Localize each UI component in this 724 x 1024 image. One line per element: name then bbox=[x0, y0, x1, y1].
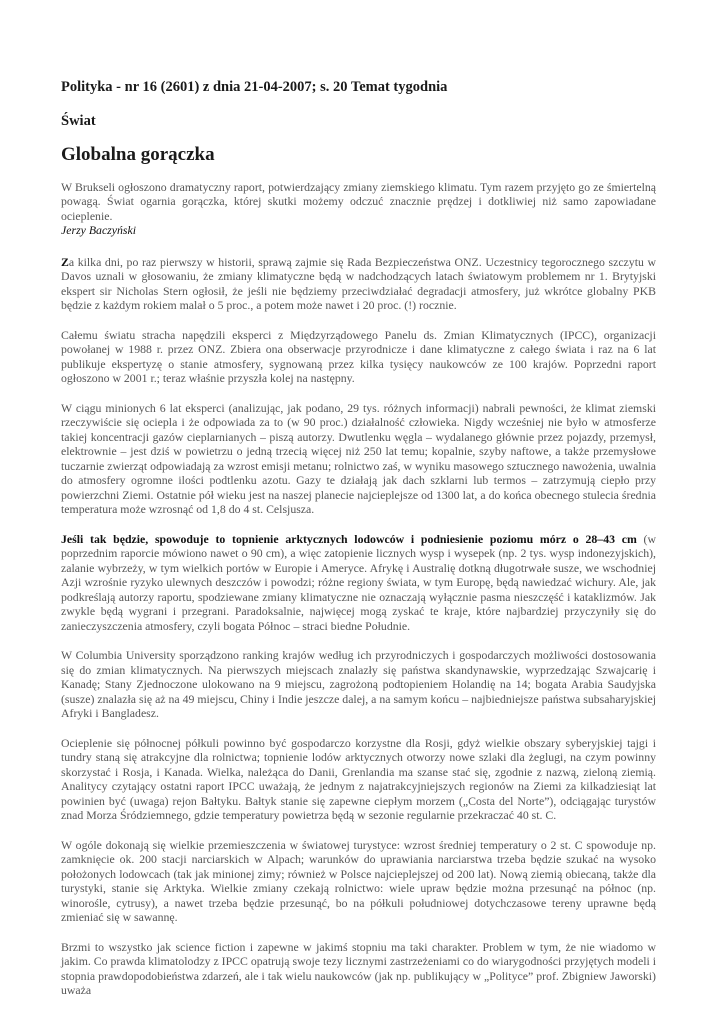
paragraph-4 bbox=[61, 532, 656, 634]
paragraph-1 bbox=[61, 255, 656, 313]
article-page bbox=[61, 78, 656, 1013]
paragraph-3: W ciągu minionych 6 lat eksperci (analizując, jak podano, 29 tys. różnych informacji) nabrali pewności, że klimat ziemski rzeczywiście się ociepla i że odpowiada za to (w 90 proc.) działalność człowieka. Nigdy wcześniej nie było w atmosferze takiej koncentracji gazów cieplarnianych – piszą autorzy. Dwutlenku węgla – wydalanego głównie przez pojazdy, przemysł, elektrownie – jest dziś w powietrzu o jedną trzecią więcej niż 250 lat temu; kopalnie, szyby naftowe, a także przemysłowe tuczarnie zwierząt odpowiadają za wzrost emisji metanu; rolnictwo zaś, w wyniku masowego sztucznego nawożenia, uwalnia do atmosfery ogromne ilości podtlenku azotu. Gazy te działają jak dach szklarni lub termos – zatrzymują ciepło przy powierzchni Ziemi. Ostatnie pół wieku jest na naszej planecie najcieplejsze od 1300 lat, a do końca obecnego stulecia średnia temperatura może wzrosnąć od 1,8 do 4 st. Celsjusza. bbox=[61, 400, 656, 517]
paragraph-5: W Columbia University sporządzono ranking krajów według ich przyrodniczych i gospodarczych możliwości dostosowania się do zmian klimatycznych. Na pierwszych miejscach znalazły się państwa skandynawskie, wyprzedzając Szwajcarię i Kanadę; Stany Zjednoczone ulokowano na 9 miejscu, zagrożoną podtopieniem Holandię na 14; bogata Arabia Saudyjska (susze) znalazła się aż na 49 miejscu, Chiny i Indie jeszcze dalej, a na samym końcu – najbiedniejsze państwa subsaharyjskiej Afryki i Bangladesz. bbox=[61, 648, 656, 721]
paragraph-text: a kilka dni, po raz pierwszy w historii, sprawą zajmie się Rada Bezpieczeństwa ONZ. Uczestnicy tegorocznego szczytu w Davos uznali w głosowaniu, że zmiany klimatyczne będą w nadchodzących latach światowym problemem nr 1. Brytyjski ekspert sir Nicholas Stern ogłosił, że jeśli nie będziemy przeciwdziałać degradacji atmosfery, już wkrótce globalny PKB będzie z każdym rokiem malał o 5 proc., a potem może nawet i 20 proc. (!) rocznie. bbox=[61, 254, 656, 313]
drop-letter: Z bbox=[61, 254, 69, 269]
paragraph-text: (w poprzednim raporcie mówiono nawet o 90 cm), a więc zatopienie licznych wysp i wysepek (np. 2 tys. wysp indonezyjskich), zalanie wybrzeży, w tym wielkich portów w Europie i Ameryce. Afrykę i Australię dotkną długotrwałe susze, we wschodniej Azji wzrośnie ryzyko ulewnych deszczów i powodzi; różne regiony świata, w tym Europę, będą nawiedzać wichury. Ale, jak podkreślają autorzy raportu, spodziewane zmiany klimatyczne nie oznaczają wyłącznie pasma nieszczęść i kataklizmów. Jak zwykle będą wygrani i przegrani. Paradoksalnie, najwięcej mogą zyskać te kraje, które najbardziej przyczyniły się do zanieczyszczenia atmosfery, czyli bogata Północ – straci biedne Południe. bbox=[61, 531, 656, 633]
paragraph-7: W ogóle dokonają się wielkie przemieszczenia w światowej turystyce: wzrost średniej temperatury o 2 st. C spowoduje np. zamknięcie ok. 200 stacji narciarskich w Alpach; warunków do uprawiania narciarstwa trzeba będzie szukać na wysoko położonych lodowcach (tak jak minionej zimy; również w Polsce najcieplejszej od 200 lat). Nową ziemią obiecaną, także dla turystyki, stanie się Arktyka. Wielkie zmiany czekają rolnictwo: wiele upraw będzie można przesunąć na północ (np. winorośle, cytrusy), a nawet trzeba będzie przesunąć, bo na półkuli południowej dotychczasowe tereny uprawne będą zmieniać się w sawannę. bbox=[61, 837, 656, 925]
article-lead: W Brukseli ogłoszono dramatyczny raport, potwierdzający zmiany ziemskiego klimatu. Tym razem przyjęto go ze śmiertelną powagą. Świat ogarnia gorączka, której skutki możemy odczuć znacznie prędzej i dotkliwiej niż samo zapowiadane ocieplenie. bbox=[61, 180, 656, 223]
paragraph-2: Całemu światu stracha napędzili eksperci z Międzyrządowego Panelu ds. Zmian Klimatycznych (IPCC), organizacji powołanej w 1988 r. przez ONZ. Zbiera ona obserwacje przyrodnicze i dane klimatyczne z całego świata i raz na 6 lat publikuje ekspertyzę o stanie atmosfery, sygnowaną przez kilka tysięcy naukowców ze 100 krajów. Poprzedni raport ogłoszono w 2001 r.; teraz właśnie przyszła kolej na następny. bbox=[61, 327, 656, 386]
paragraph-8: Brzmi to wszystko jak science fiction i zapewne w jakimś stopniu ma taki charakter. Problem w tym, że nie wiadomo w jakim. Co prawda klimatolodzy z IPCC opatrują swoje tezy licznymi zastrzeżeniami co do wiarygodności przyjętych modeli i stopnia prawdopodobieństwa zdarzeń, ale i tak wielu naukowców (jak np. publikujący w „Polityce” prof. Zbigniew Jaworski) uważa bbox=[61, 939, 656, 998]
source-line: Polityka - nr 16 (2601) z dnia 21-04-2007; s. 20 Temat tygodnia bbox=[61, 79, 448, 95]
section-label: Świat bbox=[61, 113, 96, 129]
article-author: Jerzy Baczyński bbox=[61, 223, 137, 238]
paragraph-6: Ocieplenie się północnej półkuli powinno być gospodarczo korzystne dla Rosji, gdyż wielkie obszary syberyjskiej tajgi i tundry staną się atrakcyjne dla rolnictwa; topnienie lodów arktycznych otworzy nowe szlaki dla żeglugi, na czym powinny skorzystać i Rosja, i Kanada. Wielka, należąca do Danii, Grenlandia ma szanse stać się, zgodnie z nazwą, zieloną ziemią. Analitycy czytający ostatni raport IPCC uważają, że jednym z najatrakcyjniejszych regionów na Ziemi za kilkadziesiąt lat powinien być (uwaga) rejon Bałtyku. Bałtyk stanie się zapewne ciepłym morzem („Costa del Norte”), odciągając turystów znad Morza Śródziemnego, gdzie temperatury powietrza będą w sezonie regularnie przekraczać 40 st. C. bbox=[61, 735, 656, 823]
article-headline: Globalna gorączka bbox=[61, 144, 215, 165]
paragraph-bold-lead: Jeśli tak będzie, spowoduje to topnienie arktycznych lodowców i podniesienie poziomu mórz o 28–43 cm bbox=[61, 531, 637, 546]
